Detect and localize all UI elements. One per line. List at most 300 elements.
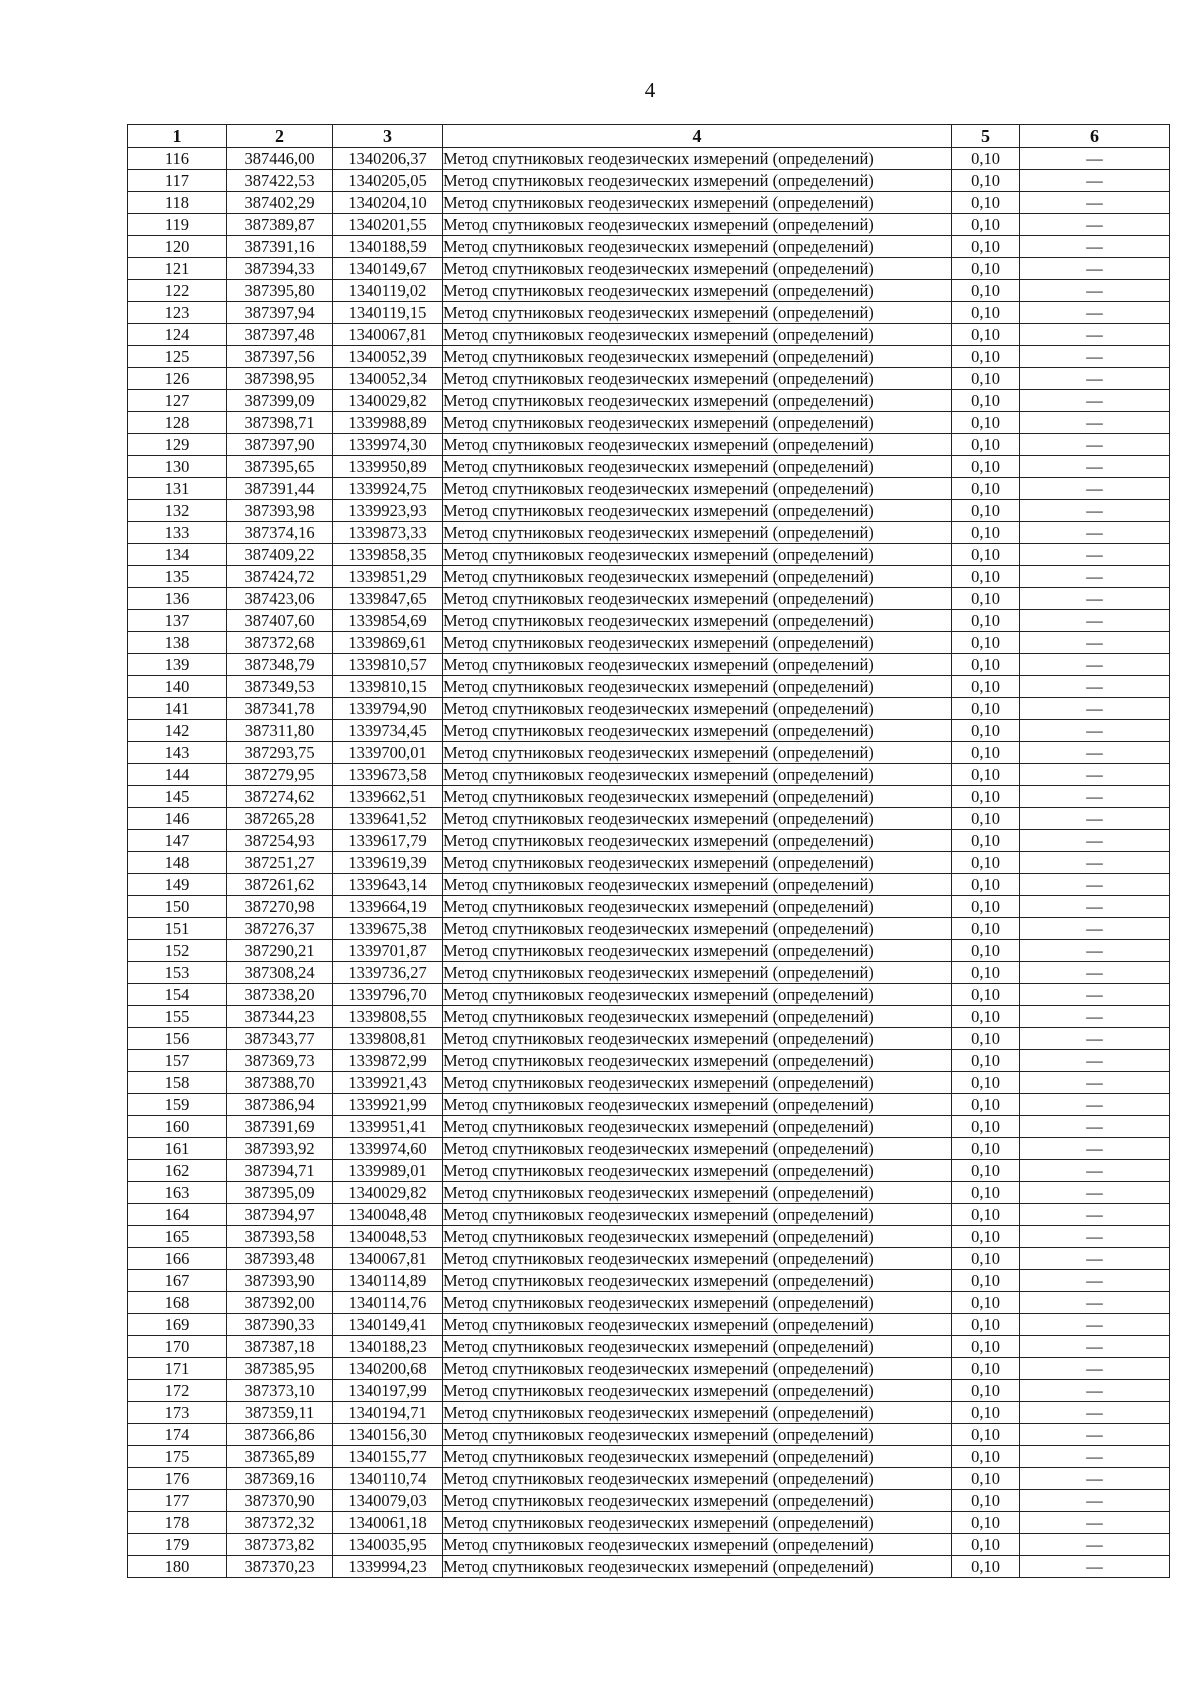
accuracy-cell: 0,10 <box>952 808 1020 830</box>
x-coordinate-cell: 387397,56 <box>227 346 333 368</box>
point-number-cell: 161 <box>128 1138 227 1160</box>
point-number-cell: 125 <box>128 346 227 368</box>
table-row <box>128 170 1170 192</box>
table-row <box>128 148 1170 170</box>
accuracy-cell: 0,10 <box>952 324 1020 346</box>
x-coordinate-cell: 387349,53 <box>227 676 333 698</box>
y-coordinate-cell: 1339847,65 <box>333 588 443 610</box>
note-cell: — <box>1020 412 1170 434</box>
y-coordinate-cell: 1339662,51 <box>333 786 443 808</box>
y-coordinate-cell: 1340197,99 <box>333 1380 443 1402</box>
table-row <box>128 654 1170 676</box>
y-coordinate-cell: 1339619,39 <box>333 852 443 874</box>
accuracy-cell: 0,10 <box>952 1292 1020 1314</box>
method-cell: Метод спутниковых геодезических измерений (определений) <box>443 1424 952 1446</box>
method-cell: Метод спутниковых геодезических измерений (определений) <box>443 1556 952 1578</box>
y-coordinate-cell: 1339794,90 <box>333 698 443 720</box>
table-row <box>128 1490 1170 1512</box>
table-row <box>128 1138 1170 1160</box>
y-coordinate-cell: 1339921,43 <box>333 1072 443 1094</box>
note-cell: — <box>1020 1204 1170 1226</box>
method-cell: Метод спутниковых геодезических измерений (определений) <box>443 808 952 830</box>
y-coordinate-cell: 1339989,01 <box>333 1160 443 1182</box>
note-cell: — <box>1020 302 1170 324</box>
y-coordinate-cell: 1339808,55 <box>333 1006 443 1028</box>
accuracy-cell: 0,10 <box>952 1094 1020 1116</box>
note-cell: — <box>1020 1182 1170 1204</box>
note-cell: — <box>1020 258 1170 280</box>
note-cell: — <box>1020 984 1170 1006</box>
table-row <box>128 1226 1170 1248</box>
y-coordinate-cell: 1340029,82 <box>333 1182 443 1204</box>
point-number-cell: 162 <box>128 1160 227 1182</box>
table-row <box>128 1468 1170 1490</box>
method-cell: Метод спутниковых геодезических измерений (определений) <box>443 1358 952 1380</box>
x-coordinate-cell: 387409,22 <box>227 544 333 566</box>
y-coordinate-cell: 1339869,61 <box>333 632 443 654</box>
method-cell: Метод спутниковых геодезических измерений (определений) <box>443 1336 952 1358</box>
table-row <box>128 346 1170 368</box>
y-coordinate-cell: 1340061,18 <box>333 1512 443 1534</box>
table-row <box>128 764 1170 786</box>
accuracy-cell: 0,10 <box>952 1534 1020 1556</box>
x-coordinate-cell: 387366,86 <box>227 1424 333 1446</box>
method-cell: Метод спутниковых геодезических измерений (определений) <box>443 984 952 1006</box>
point-number-cell: 136 <box>128 588 227 610</box>
method-cell: Метод спутниковых геодезических измерений (определений) <box>443 566 952 588</box>
y-coordinate-cell: 1339921,99 <box>333 1094 443 1116</box>
method-cell: Метод спутниковых геодезических измерений (определений) <box>443 1292 952 1314</box>
x-coordinate-cell: 387290,21 <box>227 940 333 962</box>
point-number-cell: 173 <box>128 1402 227 1424</box>
table-row <box>128 1270 1170 1292</box>
method-cell: Метод спутниковых геодезических измерений (определений) <box>443 1160 952 1182</box>
note-cell: — <box>1020 148 1170 170</box>
table-row <box>128 1402 1170 1424</box>
accuracy-cell: 0,10 <box>952 1072 1020 1094</box>
x-coordinate-cell: 387261,62 <box>227 874 333 896</box>
table-row <box>128 412 1170 434</box>
y-coordinate-cell: 1340048,53 <box>333 1226 443 1248</box>
y-coordinate-cell: 1340205,05 <box>333 170 443 192</box>
column-header-5: 5 <box>952 125 1020 148</box>
accuracy-cell: 0,10 <box>952 1512 1020 1534</box>
x-coordinate-cell: 387394,97 <box>227 1204 333 1226</box>
point-number-cell: 159 <box>128 1094 227 1116</box>
table-row <box>128 984 1170 1006</box>
note-cell: — <box>1020 1248 1170 1270</box>
note-cell: — <box>1020 742 1170 764</box>
note-cell: — <box>1020 1094 1170 1116</box>
accuracy-cell: 0,10 <box>952 1160 1020 1182</box>
y-coordinate-cell: 1339858,35 <box>333 544 443 566</box>
note-cell: — <box>1020 544 1170 566</box>
y-coordinate-cell: 1340156,30 <box>333 1424 443 1446</box>
table-row <box>128 280 1170 302</box>
note-cell: — <box>1020 1160 1170 1182</box>
y-coordinate-cell: 1339736,27 <box>333 962 443 984</box>
table-row <box>128 1028 1170 1050</box>
table-row <box>128 632 1170 654</box>
note-cell: — <box>1020 1358 1170 1380</box>
method-cell: Метод спутниковых геодезических измерений (определений) <box>443 1028 952 1050</box>
point-number-cell: 168 <box>128 1292 227 1314</box>
table-row <box>128 720 1170 742</box>
table-row <box>128 1380 1170 1402</box>
point-number-cell: 138 <box>128 632 227 654</box>
note-cell: — <box>1020 1006 1170 1028</box>
point-number-cell: 119 <box>128 214 227 236</box>
accuracy-cell: 0,10 <box>952 874 1020 896</box>
y-coordinate-cell: 1340035,95 <box>333 1534 443 1556</box>
note-cell: — <box>1020 1446 1170 1468</box>
x-coordinate-cell: 387446,00 <box>227 148 333 170</box>
x-coordinate-cell: 387251,27 <box>227 852 333 874</box>
method-cell: Метод спутниковых геодезических измерений (определений) <box>443 1402 952 1424</box>
method-cell: Метод спутниковых геодезических измерений (определений) <box>443 1072 952 1094</box>
y-coordinate-cell: 1340194,71 <box>333 1402 443 1424</box>
method-cell: Метод спутниковых геодезических измерений (определений) <box>443 1116 952 1138</box>
note-cell: — <box>1020 852 1170 874</box>
y-coordinate-cell: 1340114,89 <box>333 1270 443 1292</box>
method-cell: Метод спутниковых геодезических измерений (определений) <box>443 544 952 566</box>
table-row <box>128 1006 1170 1028</box>
coordinates-table <box>127 124 1170 1578</box>
x-coordinate-cell: 387395,65 <box>227 456 333 478</box>
point-number-cell: 130 <box>128 456 227 478</box>
point-number-cell: 167 <box>128 1270 227 1292</box>
point-number-cell: 137 <box>128 610 227 632</box>
point-number-cell: 144 <box>128 764 227 786</box>
x-coordinate-cell: 387311,80 <box>227 720 333 742</box>
table-header-row <box>128 125 1170 148</box>
y-coordinate-cell: 1339641,52 <box>333 808 443 830</box>
point-number-cell: 139 <box>128 654 227 676</box>
method-cell: Метод спутниковых геодезических измерений (определений) <box>443 610 952 632</box>
x-coordinate-cell: 387392,00 <box>227 1292 333 1314</box>
method-cell: Метод спутниковых геодезических измерений (определений) <box>443 368 952 390</box>
note-cell: — <box>1020 1138 1170 1160</box>
accuracy-cell: 0,10 <box>952 1490 1020 1512</box>
point-number-cell: 127 <box>128 390 227 412</box>
y-coordinate-cell: 1339810,57 <box>333 654 443 676</box>
y-coordinate-cell: 1339854,69 <box>333 610 443 632</box>
accuracy-cell: 0,10 <box>952 610 1020 632</box>
accuracy-cell: 0,10 <box>952 940 1020 962</box>
method-cell: Метод спутниковых геодезических измерений (определений) <box>443 346 952 368</box>
point-number-cell: 126 <box>128 368 227 390</box>
table-row <box>128 808 1170 830</box>
x-coordinate-cell: 387394,33 <box>227 258 333 280</box>
method-cell: Метод спутниковых геодезических измерений (определений) <box>443 1138 952 1160</box>
note-cell: — <box>1020 896 1170 918</box>
note-cell: — <box>1020 874 1170 896</box>
note-cell: — <box>1020 1556 1170 1578</box>
table-row <box>128 786 1170 808</box>
method-cell: Метод спутниковых геодезических измерений (определений) <box>443 434 952 456</box>
y-coordinate-cell: 1339664,19 <box>333 896 443 918</box>
x-coordinate-cell: 387393,48 <box>227 1248 333 1270</box>
method-cell: Метод спутниковых геодезических измерений (определений) <box>443 874 952 896</box>
method-cell: Метод спутниковых геодезических измерений (определений) <box>443 192 952 214</box>
table-row <box>128 1314 1170 1336</box>
method-cell: Метод спутниковых геодезических измерений (определений) <box>443 1534 952 1556</box>
accuracy-cell: 0,10 <box>952 1182 1020 1204</box>
accuracy-cell: 0,10 <box>952 148 1020 170</box>
point-number-cell: 151 <box>128 918 227 940</box>
note-cell: — <box>1020 632 1170 654</box>
note-cell: — <box>1020 236 1170 258</box>
y-coordinate-cell: 1340206,37 <box>333 148 443 170</box>
table-row <box>128 324 1170 346</box>
point-number-cell: 146 <box>128 808 227 830</box>
y-coordinate-cell: 1340114,76 <box>333 1292 443 1314</box>
accuracy-cell: 0,10 <box>952 1204 1020 1226</box>
table-row <box>128 258 1170 280</box>
method-cell: Метод спутниковых геодезических измерений (определений) <box>443 962 952 984</box>
y-coordinate-cell: 1339950,89 <box>333 456 443 478</box>
note-cell: — <box>1020 1072 1170 1094</box>
accuracy-cell: 0,10 <box>952 346 1020 368</box>
x-coordinate-cell: 387397,94 <box>227 302 333 324</box>
point-number-cell: 120 <box>128 236 227 258</box>
accuracy-cell: 0,10 <box>952 764 1020 786</box>
method-cell: Метод спутниковых геодезических измерений (определений) <box>443 720 952 742</box>
method-cell: Метод спутниковых геодезических измерений (определений) <box>443 412 952 434</box>
accuracy-cell: 0,10 <box>952 632 1020 654</box>
accuracy-cell: 0,10 <box>952 434 1020 456</box>
method-cell: Метод спутниковых геодезических измерений (определений) <box>443 258 952 280</box>
y-coordinate-cell: 1340149,67 <box>333 258 443 280</box>
point-number-cell: 155 <box>128 1006 227 1028</box>
accuracy-cell: 0,10 <box>952 500 1020 522</box>
x-coordinate-cell: 387279,95 <box>227 764 333 786</box>
note-cell: — <box>1020 962 1170 984</box>
accuracy-cell: 0,10 <box>952 1314 1020 1336</box>
table-row <box>128 588 1170 610</box>
accuracy-cell: 0,10 <box>952 896 1020 918</box>
note-cell: — <box>1020 192 1170 214</box>
note-cell: — <box>1020 1292 1170 1314</box>
point-number-cell: 158 <box>128 1072 227 1094</box>
x-coordinate-cell: 387398,95 <box>227 368 333 390</box>
y-coordinate-cell: 1339994,23 <box>333 1556 443 1578</box>
x-coordinate-cell: 387407,60 <box>227 610 333 632</box>
x-coordinate-cell: 387274,62 <box>227 786 333 808</box>
accuracy-cell: 0,10 <box>952 390 1020 412</box>
x-coordinate-cell: 387344,23 <box>227 1006 333 1028</box>
table-row <box>128 1336 1170 1358</box>
table-row <box>128 874 1170 896</box>
accuracy-cell: 0,10 <box>952 742 1020 764</box>
note-cell: — <box>1020 478 1170 500</box>
x-coordinate-cell: 387387,18 <box>227 1336 333 1358</box>
table-row <box>128 522 1170 544</box>
note-cell: — <box>1020 676 1170 698</box>
x-coordinate-cell: 387369,73 <box>227 1050 333 1072</box>
x-coordinate-cell: 387365,89 <box>227 1446 333 1468</box>
accuracy-cell: 0,10 <box>952 1468 1020 1490</box>
point-number-cell: 140 <box>128 676 227 698</box>
point-number-cell: 118 <box>128 192 227 214</box>
point-number-cell: 171 <box>128 1358 227 1380</box>
accuracy-cell: 0,10 <box>952 192 1020 214</box>
accuracy-cell: 0,10 <box>952 412 1020 434</box>
method-cell: Метод спутниковых геодезических измерений (определений) <box>443 1226 952 1248</box>
table-row <box>128 566 1170 588</box>
point-number-cell: 178 <box>128 1512 227 1534</box>
method-cell: Метод спутниковых геодезических измерений (определений) <box>443 1204 952 1226</box>
y-coordinate-cell: 1340079,03 <box>333 1490 443 1512</box>
method-cell: Метод спутниковых геодезических измерений (определений) <box>443 1182 952 1204</box>
method-cell: Метод спутниковых геодезических измерений (определений) <box>443 632 952 654</box>
x-coordinate-cell: 387265,28 <box>227 808 333 830</box>
accuracy-cell: 0,10 <box>952 1050 1020 1072</box>
method-cell: Метод спутниковых геодезических измерений (определений) <box>443 940 952 962</box>
x-coordinate-cell: 387399,09 <box>227 390 333 412</box>
note-cell: — <box>1020 346 1170 368</box>
column-header-6: 6 <box>1020 125 1170 148</box>
y-coordinate-cell: 1339923,93 <box>333 500 443 522</box>
method-cell: Метод спутниковых геодезических измерений (определений) <box>443 1006 952 1028</box>
y-coordinate-cell: 1339974,30 <box>333 434 443 456</box>
table-row <box>128 1050 1170 1072</box>
y-coordinate-cell: 1340188,23 <box>333 1336 443 1358</box>
accuracy-cell: 0,10 <box>952 544 1020 566</box>
method-cell: Метод спутниковых геодезических измерений (определений) <box>443 676 952 698</box>
accuracy-cell: 0,10 <box>952 786 1020 808</box>
accuracy-cell: 0,10 <box>952 236 1020 258</box>
y-coordinate-cell: 1339851,29 <box>333 566 443 588</box>
y-coordinate-cell: 1339810,15 <box>333 676 443 698</box>
note-cell: — <box>1020 698 1170 720</box>
y-coordinate-cell: 1339988,89 <box>333 412 443 434</box>
table-row <box>128 852 1170 874</box>
x-coordinate-cell: 387373,10 <box>227 1380 333 1402</box>
table-row <box>128 1292 1170 1314</box>
table-row <box>128 1446 1170 1468</box>
table-row <box>128 610 1170 632</box>
note-cell: — <box>1020 808 1170 830</box>
point-number-cell: 169 <box>128 1314 227 1336</box>
note-cell: — <box>1020 1512 1170 1534</box>
x-coordinate-cell: 387397,90 <box>227 434 333 456</box>
table-row <box>128 302 1170 324</box>
point-number-cell: 117 <box>128 170 227 192</box>
x-coordinate-cell: 387393,90 <box>227 1270 333 1292</box>
x-coordinate-cell: 387395,80 <box>227 280 333 302</box>
point-number-cell: 132 <box>128 500 227 522</box>
y-coordinate-cell: 1340155,77 <box>333 1446 443 1468</box>
x-coordinate-cell: 387391,69 <box>227 1116 333 1138</box>
note-cell: — <box>1020 940 1170 962</box>
note-cell: — <box>1020 214 1170 236</box>
table-row <box>128 1248 1170 1270</box>
accuracy-cell: 0,10 <box>952 1336 1020 1358</box>
point-number-cell: 122 <box>128 280 227 302</box>
column-header-3: 3 <box>333 125 443 148</box>
note-cell: — <box>1020 170 1170 192</box>
table-row <box>128 698 1170 720</box>
note-cell: — <box>1020 830 1170 852</box>
method-cell: Метод спутниковых геодезических измерений (определений) <box>443 280 952 302</box>
accuracy-cell: 0,10 <box>952 676 1020 698</box>
method-cell: Метод спутниковых геодезических измерений (определений) <box>443 390 952 412</box>
method-cell: Метод спутниковых геодезических измерений (определений) <box>443 170 952 192</box>
y-coordinate-cell: 1339700,01 <box>333 742 443 764</box>
accuracy-cell: 0,10 <box>952 984 1020 1006</box>
note-cell: — <box>1020 1490 1170 1512</box>
accuracy-cell: 0,10 <box>952 1402 1020 1424</box>
y-coordinate-cell: 1340067,81 <box>333 324 443 346</box>
y-coordinate-cell: 1339924,75 <box>333 478 443 500</box>
method-cell: Метод спутниковых геодезических измерений (определений) <box>443 1314 952 1336</box>
table-row <box>128 830 1170 852</box>
table-row <box>128 1094 1170 1116</box>
point-number-cell: 147 <box>128 830 227 852</box>
table-row <box>128 1512 1170 1534</box>
method-cell: Метод спутниковых геодезических измерений (определений) <box>443 698 952 720</box>
accuracy-cell: 0,10 <box>952 258 1020 280</box>
x-coordinate-cell: 387372,68 <box>227 632 333 654</box>
method-cell: Метод спутниковых геодезических измерений (определений) <box>443 742 952 764</box>
note-cell: — <box>1020 1116 1170 1138</box>
method-cell: Метод спутниковых геодезических измерений (определений) <box>443 830 952 852</box>
y-coordinate-cell: 1340204,10 <box>333 192 443 214</box>
note-cell: — <box>1020 610 1170 632</box>
point-number-cell: 141 <box>128 698 227 720</box>
accuracy-cell: 0,10 <box>952 170 1020 192</box>
note-cell: — <box>1020 764 1170 786</box>
point-number-cell: 164 <box>128 1204 227 1226</box>
method-cell: Метод спутниковых геодезических измерений (определений) <box>443 1094 952 1116</box>
point-number-cell: 160 <box>128 1116 227 1138</box>
y-coordinate-cell: 1340188,59 <box>333 236 443 258</box>
table-row <box>128 368 1170 390</box>
accuracy-cell: 0,10 <box>952 1116 1020 1138</box>
note-cell: — <box>1020 1050 1170 1072</box>
y-coordinate-cell: 1340048,48 <box>333 1204 443 1226</box>
x-coordinate-cell: 387422,53 <box>227 170 333 192</box>
x-coordinate-cell: 387402,29 <box>227 192 333 214</box>
method-cell: Метод спутниковых геодезических измерений (определений) <box>443 1512 952 1534</box>
x-coordinate-cell: 387390,33 <box>227 1314 333 1336</box>
table-body <box>128 148 1170 1578</box>
method-cell: Метод спутниковых геодезических измерений (определений) <box>443 764 952 786</box>
x-coordinate-cell: 387369,16 <box>227 1468 333 1490</box>
y-coordinate-cell: 1339617,79 <box>333 830 443 852</box>
method-cell: Метод спутниковых геодезических измерений (определений) <box>443 1380 952 1402</box>
note-cell: — <box>1020 456 1170 478</box>
y-coordinate-cell: 1339808,81 <box>333 1028 443 1050</box>
table-row <box>128 192 1170 214</box>
point-number-cell: 116 <box>128 148 227 170</box>
y-coordinate-cell: 1339701,87 <box>333 940 443 962</box>
x-coordinate-cell: 387423,06 <box>227 588 333 610</box>
method-cell: Метод спутниковых геодезических измерений (определений) <box>443 1468 952 1490</box>
note-cell: — <box>1020 588 1170 610</box>
x-coordinate-cell: 387389,87 <box>227 214 333 236</box>
x-coordinate-cell: 387386,94 <box>227 1094 333 1116</box>
accuracy-cell: 0,10 <box>952 478 1020 500</box>
accuracy-cell: 0,10 <box>952 1226 1020 1248</box>
method-cell: Метод спутниковых геодезических измерений (определений) <box>443 918 952 940</box>
point-number-cell: 142 <box>128 720 227 742</box>
table-row <box>128 676 1170 698</box>
point-number-cell: 153 <box>128 962 227 984</box>
note-cell: — <box>1020 1468 1170 1490</box>
point-number-cell: 152 <box>128 940 227 962</box>
